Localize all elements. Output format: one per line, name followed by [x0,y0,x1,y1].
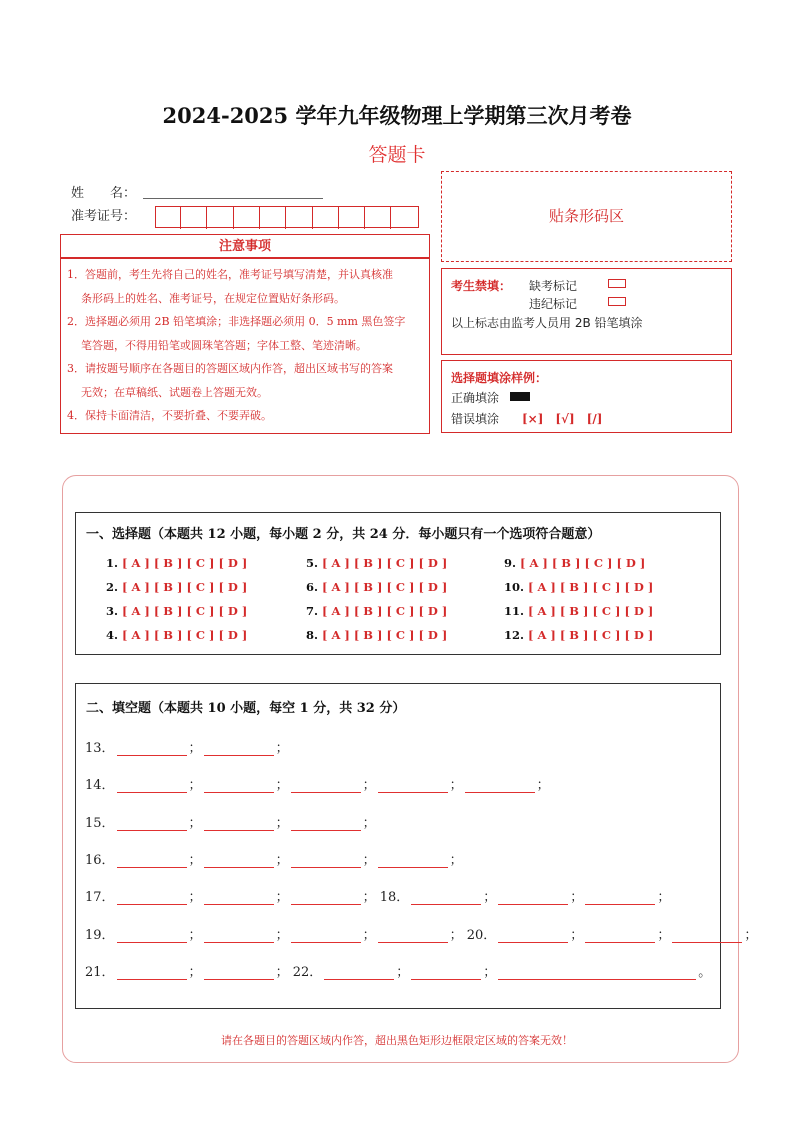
choice-question[interactable] [306,556,447,570]
answer-blank[interactable] [204,928,274,943]
notice-item-4: 4．保持卡面清洁，不要折叠、不要弄破。 [67,409,272,422]
question-number: 1. [106,556,123,570]
answer-blank[interactable] [117,890,187,905]
answer-blank[interactable] [585,890,655,905]
exam-number-label: 准考证号： [71,209,137,224]
answer-blank[interactable] [117,816,187,831]
barcode-area: 贴条形码区 [441,171,732,262]
choice-question[interactable] [504,556,645,570]
exam-number-cell[interactable] [340,207,365,229]
question-number: 11. [504,604,529,618]
question-number: 7. [306,604,323,618]
notice-item-3-cont: 无效；在草稿纸、试题卷上答题无效。 [81,385,268,399]
answer-options[interactable]: [ A ] [ B ] [ C ] [ D ] [322,556,448,570]
wrong-fill-label: 错误填涂 [451,412,500,426]
answer-options[interactable]: [ A ] [ B ] [ C ] [ D ] [322,628,448,642]
question-number: 12. [504,628,529,642]
answer-blank[interactable] [465,778,535,793]
q18-number: 18． [379,890,410,905]
choice-question[interactable] [106,604,247,618]
name-field[interactable] [143,198,323,199]
answer-blank[interactable] [498,965,696,980]
absent-mark-box[interactable] [608,276,626,290]
answer-options[interactable]: [ A ] [ B ] [ C ] [ D ] [122,628,248,642]
answer-blank[interactable] [117,928,187,943]
notice-item-1: 1．答题前，考生先将自己的姓名，准考证号填写清楚，并认真核准 [67,268,393,281]
page-title: 2024-2025 学年九年级物理上学期第三次月考卷 [162,103,632,128]
notice-item-2: 2．选择题必须用 2B 铅笔填涂；非选择题必须用 0．5 mm 黑色签字 [67,315,406,328]
answer-options[interactable]: [ A ] [ B ] [ C ] [ D ] [122,604,248,618]
name-label: 姓 名： [71,186,137,201]
exam-number-cell[interactable] [209,207,234,229]
notice-title: 注意事项 [60,234,430,258]
question-number: 4. [106,628,123,642]
wrong-fill-samples: [×] [√] [/] [522,412,603,426]
exam-number-cell[interactable] [156,207,181,229]
q17-number: 17． [85,890,115,905]
answer-blank[interactable] [117,965,187,980]
forbid-note: 以上标志由监考人员用 2B 铅笔填涂 [451,316,643,330]
question-number: 10. [504,580,529,594]
answer-blank[interactable] [585,928,655,943]
answer-options[interactable]: [ A ] [ B ] [ C ] [ D ] [322,580,448,594]
fill-row-14: 14． ； ； ； ； ； [85,778,550,793]
choice-section-title: 一、选择题（本题共 12 小题，每小题 2 分，共 24 分．每小题只有一个选项符合题意） [86,527,601,542]
answer-blank[interactable] [324,965,394,980]
fill-row-15: 15． ； ； ； [85,816,376,831]
violation-mark-label: 违纪标记 [529,297,578,311]
answer-options[interactable]: [ A ] [ B ] [ C ] [ D ] [122,580,248,594]
answer-blank[interactable] [291,778,361,793]
choice-question[interactable] [504,604,653,618]
question-number: 8. [306,628,323,642]
answer-blank[interactable] [204,778,274,793]
choice-question[interactable] [106,628,247,642]
answer-blank[interactable] [117,778,187,793]
notice-box [60,258,430,434]
correct-fill-label: 正确填涂 [451,391,500,405]
choice-question[interactable] [306,628,447,642]
answer-blank[interactable] [378,853,448,868]
answer-options[interactable]: [ A ] [ B ] [ C ] [ D ] [528,580,654,594]
sample-box [441,360,732,433]
exam-number-cell[interactable] [182,207,207,229]
exam-number-cell[interactable] [261,207,286,229]
fill-row-17-18: 17． ； ； ； 18． ； ； ； [85,890,671,905]
question-number: 3. [106,604,123,618]
answer-blank[interactable] [204,965,274,980]
fill-row-19-20: 19． ； ； ； ； 20． ； ； ； [85,928,758,943]
answer-blank[interactable] [204,816,274,831]
answer-blank[interactable] [291,928,361,943]
question-number: 2. [106,580,123,594]
answer-blank[interactable] [378,778,448,793]
choice-question[interactable] [504,628,653,642]
choice-question[interactable] [306,604,447,618]
correct-fill-sample [510,389,530,403]
choice-question-grid [76,513,722,656]
absent-mark-label: 缺考标记 [529,279,578,293]
answer-blank[interactable] [498,928,568,943]
fill-section-title: 二、填空题（本题共 10 小题，每空 1 分，共 32 分） [86,701,406,716]
answer-blank[interactable] [291,853,361,868]
q15-number: 15． [85,816,115,831]
answer-options[interactable]: [ A ] [ B ] [ C ] [ D ] [528,604,654,618]
answer-options[interactable]: [ A ] [ B ] [ C ] [ D ] [122,556,248,570]
answer-blank[interactable] [498,890,568,905]
exam-number-cell[interactable] [235,207,260,229]
answer-blank[interactable] [411,965,481,980]
answer-blank[interactable] [117,853,187,868]
fill-row-21-22: 21． ； ； 22． ； ； 。 [85,965,712,980]
notice-item-3: 3．请按题号顺序在各题目的答题区域内作答，超出区域书写的答案 [67,362,393,375]
choice-question[interactable] [306,580,447,594]
answer-options[interactable]: [ A ] [ B ] [ C ] [ D ] [528,628,654,642]
forbid-title: 考生禁填： [451,279,512,293]
answer-blank[interactable] [291,890,361,905]
answer-blank[interactable] [204,853,274,868]
footer-warning: 请在各题目的答题区域内作答，超出黑色矩形边框限定区域的答案无效！ [221,1034,573,1047]
answer-blank[interactable] [204,890,274,905]
q16-number: 16． [85,853,115,868]
q13-number: 13． [85,741,115,756]
answer-blank[interactable] [117,741,187,756]
question-number: 6. [306,580,323,594]
question-number: 5. [306,556,323,570]
exam-number-cell[interactable] [366,207,391,229]
fill-row-13: 13． ； ； [85,741,289,756]
sample-title: 选择题填涂样例： [451,371,548,385]
notice-item-1-cont: 条形码上的姓名、准考证号，在规定位置贴好条形码。 [81,291,345,305]
forbid-box [441,268,732,355]
answer-blank[interactable] [378,928,448,943]
choice-question[interactable] [106,580,247,594]
answer-options[interactable]: [ A ] [ B ] [ C ] [ D ] [322,604,448,618]
answer-blank[interactable] [204,741,274,756]
page-subtitle: 答题卡 [368,144,426,166]
q21-number: 21． [85,965,115,980]
answer-blank[interactable] [291,816,361,831]
q20-number: 20． [466,928,497,943]
answer-options[interactable]: [ A ] [ B ] [ C ] [ D ] [520,556,646,570]
q14-number: 14． [85,778,115,793]
violation-mark-box[interactable] [608,294,626,308]
exam-number-cell[interactable] [393,207,418,229]
exam-number-cell[interactable] [288,207,313,229]
question-number: 9. [504,556,521,570]
q22-number: 22． [292,965,323,980]
choice-section [75,512,721,655]
notice-item-2-cont: 笔答题，不得用铅笔或圆珠笔答题；字体工整、笔迹清晰。 [81,338,367,352]
q19-number: 19． [85,928,115,943]
exam-number-cell[interactable] [314,207,339,229]
choice-question[interactable] [504,580,653,594]
answer-blank[interactable] [411,890,481,905]
choice-question[interactable] [106,556,247,570]
exam-number-grid[interactable] [155,206,419,228]
answer-blank[interactable] [672,928,742,943]
fill-row-16: 16． ； ； ； ； [85,853,463,868]
